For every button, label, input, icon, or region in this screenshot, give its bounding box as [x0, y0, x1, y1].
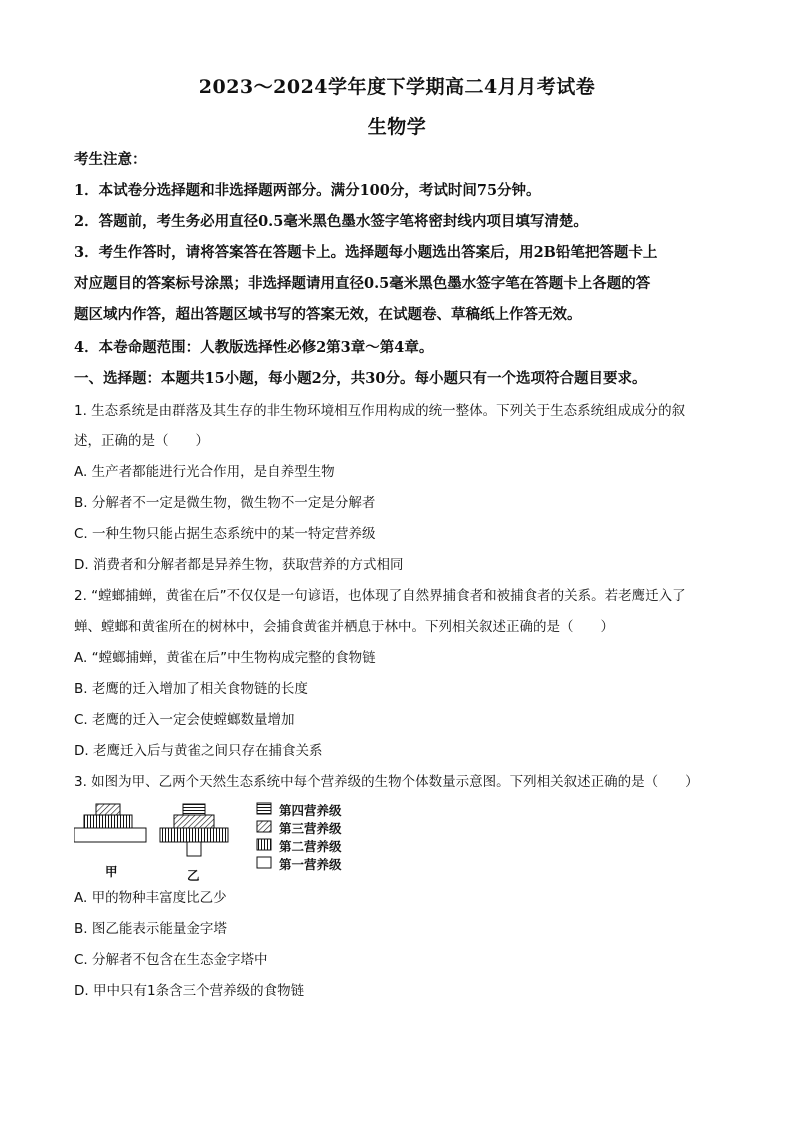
legend-label: 第一营养级 [279, 857, 342, 872]
question-stem: 2. “螳螂捕蝉，黄雀在后”不仅仅是一句谚语，也体现了自然界捕食者和被捕食者的关系。若老鹰迁入了 [74, 588, 686, 604]
exam-title: 2023～2024学年度下学期高二4月月考试卷 [198, 76, 596, 98]
question-option: B. 分解者不一定是微生物，微生物不一定是分解者 [74, 495, 376, 511]
notice-heading: 考生注意： [74, 151, 147, 168]
question-option: D. 消费者和分解者都是异养生物，获取营养的方式相同 [74, 557, 404, 573]
pyramid-b-level-1 [187, 842, 201, 856]
legend-label: 第二营养级 [279, 839, 342, 854]
subject-title: 生物学 [367, 116, 427, 138]
notice-item: 1．本试卷分选择题和非选择题两部分。满分100分，考试时间75分钟。 [74, 182, 541, 199]
question-option: A. 生产者都能进行光合作用，是自养型生物 [74, 464, 335, 480]
pyramid-b [160, 804, 228, 856]
pyramid-a [74, 804, 146, 842]
pyramid-figure [74, 800, 374, 883]
pyramid-b-level-2 [160, 828, 228, 842]
notice-item: 4．本卷命题范围：人教版选择性必修2第3章～第4章。 [74, 339, 434, 356]
question-stem: 蝉、螳螂和黄雀所在的树林中，会捕食黄雀并栖息于林中。下列相关叙述正确的是（ ） [74, 619, 614, 635]
section-heading: 一、选择题：本题共15小题，每小题2分，共30分。每小题只有一个选项符合题目要求。 [74, 370, 647, 387]
question-stem: 述，正确的是（ ） [74, 433, 209, 449]
legend-swatch-4 [257, 803, 271, 814]
pyramid-a-level-2 [84, 815, 132, 828]
legend-label: 第四营养级 [279, 803, 342, 818]
legend-swatch-3 [257, 821, 271, 832]
legend-swatch-1 [257, 857, 271, 868]
question-option: C. 分解者不包含在生态金字塔中 [74, 952, 268, 968]
question-option: C. 一种生物只能占据生态系统中的某一特定营养级 [74, 526, 376, 542]
question-option: A. 甲的物种丰富度比乙少 [74, 890, 227, 906]
question-stem: 1. 生态系统是由群落及其生存的非生物环境相互作用构成的统一整体。下列关于生态系统组成成分的叙 [74, 403, 686, 419]
question-option: A. “螳螂捕蝉，黄雀在后”中生物构成完整的食物链 [74, 650, 376, 666]
pyramid-b-level-4 [183, 804, 205, 815]
question-option: D. 甲中只有1条含三个营养级的食物链 [74, 983, 305, 999]
notice-item: 3．考生作答时，请将答案答在答题卡上。选择题每小题选出答案后，用2B铅笔把答题卡上 [74, 244, 658, 261]
notice-item: 对应题目的答案标号涂黑；非选择题请用直径0.5毫米黑色墨水签字笔在答题卡上各题的答 [74, 275, 651, 292]
figure-label-a: 甲 [105, 864, 118, 879]
legend-label: 第三营养级 [279, 821, 342, 836]
figure-label-b: 乙 [187, 868, 200, 883]
legend-swatch-2 [257, 839, 271, 850]
question-option: C. 老鹰的迁入一定会使螳螂数量增加 [74, 712, 295, 728]
question-stem: 3. 如图为甲、乙两个天然生态系统中每个营养级的生物个体数量示意图。下列相关叙述正确的是（ ） [74, 774, 699, 790]
question-option: B. 老鹰的迁入增加了相关食物链的长度 [74, 681, 308, 697]
notice-item: 2．答题前，考生务必用直径0.5毫米黑色墨水签字笔将密封线内项目填写清楚。 [74, 213, 588, 230]
notice-item: 题区域内作答，超出答题区域书写的答案无效，在试题卷、草稿纸上作答无效。 [74, 306, 582, 323]
pyramid-b-level-3 [174, 815, 214, 828]
pyramid-a-level-3 [96, 804, 120, 815]
question-option: D. 老鹰迁入后与黄雀之间只存在捕食关系 [74, 743, 323, 759]
question-option: B. 图乙能表示能量金字塔 [74, 921, 227, 937]
pyramid-a-level-1 [74, 828, 146, 842]
